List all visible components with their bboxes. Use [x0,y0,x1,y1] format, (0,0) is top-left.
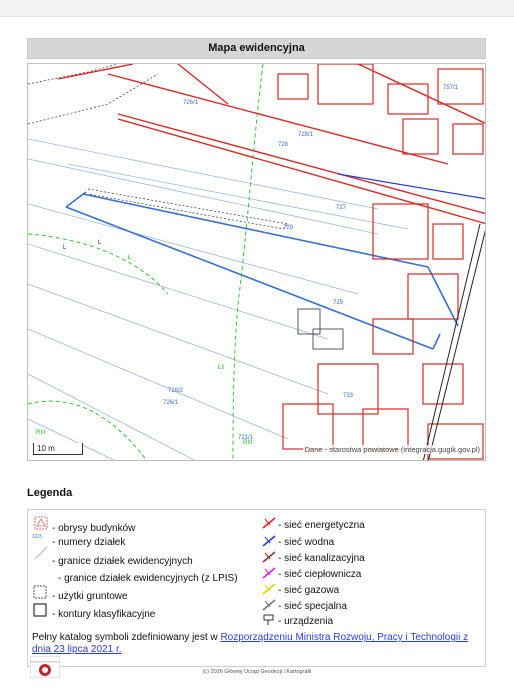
legend-item-parcel-numbers: - numery działek [52,537,126,548]
scale-bar: 10 m [33,443,83,455]
legend-item-buildings: - obrysy budynków [52,523,136,534]
parcel-label: 729 [283,225,294,231]
contour-label: RIII [36,430,46,436]
catalog-prefix: Pełny katalog symboli zdefiniowany jest w [32,632,221,643]
top-bar [0,0,514,17]
contour-lines [28,64,263,461]
legend-item-land-use: - użytki gruntowe [52,591,128,602]
parcel-label: 733 [343,393,354,399]
devices-icon [263,614,275,626]
map-canvas [28,64,486,461]
legend-item-water: - sieć wodna [278,537,335,548]
gas-network-icon [262,583,276,595]
legend-item-power: - sieć energetyczna [278,520,365,531]
classification-contour-icon [33,603,47,617]
cadastral-map[interactable] [27,63,486,461]
contour-label: Ł [128,255,132,261]
land-use-label: L [98,240,102,246]
water-network-icon [262,535,276,547]
land-use-icon [33,585,47,599]
water-line [338,174,486,199]
building-outline-icon [34,516,48,530]
contour-labels [36,255,253,446]
land-use-labels [63,240,102,251]
parcel-boundaries [66,192,458,349]
parcel-label: 725 [333,300,344,306]
legend-item-gas: - sieć gazowa [278,585,340,596]
legend-item-lpis-boundaries: - granice działek ewidencyjnych (z LPIS) [58,573,238,584]
heating-network-icon [262,567,276,579]
small-buildings [298,309,343,349]
building-outlines [278,64,483,459]
parcel-label: 728 [278,142,289,148]
footer-copyright: (c) 2026 Główny Urząd Geodezji i Kartografii [202,669,312,675]
parcel-label: 757/1 [443,85,459,91]
parcel-label: 728/1 [298,132,314,138]
parcel-boundary-icon [34,546,48,560]
contour-label: ŁII [218,365,225,371]
regulation-link[interactable]: Rozporządzeniu Ministra Rozwoju, Pracy i Technologii z dnia 23 lipca 2021 r. [32,632,469,655]
parcel-label: 721/1 [238,435,254,441]
legend-item-devices: - urządzenia [278,616,334,627]
page-title: Mapa ewidencyjna [27,38,486,59]
legend-item-special: - sieć specjalna [278,601,347,612]
legend-title: Legenda [27,487,73,499]
special-network-icon [262,599,276,611]
parcel-label: 726/1 [163,400,179,406]
legend-item-heating: - sieć ciepłownicza [278,569,362,580]
parcel-number-icon: 12/3 [32,534,42,540]
legend-item-parcel-boundaries: - granice działek ewidencyjnych [52,556,193,567]
soil-lines [28,139,408,461]
power-network-icon [262,517,276,529]
contour-label: RIII [243,440,253,446]
legend-item-sewer: - sieć kanalizacyjna [278,553,365,564]
catalog-note [32,632,482,656]
map-credit: Dane - starostwa powiatowe (integracja.gugik.gov.pl) [304,445,480,454]
legend-item-contours: - kontury klasyfikacyjne [52,609,156,620]
parcel-label: 726/1 [183,100,199,106]
sewer-network-icon [262,551,276,563]
land-use-label: L [63,245,67,251]
parcel-label: 728/2 [168,388,184,394]
parcel-label: 727 [336,205,347,211]
